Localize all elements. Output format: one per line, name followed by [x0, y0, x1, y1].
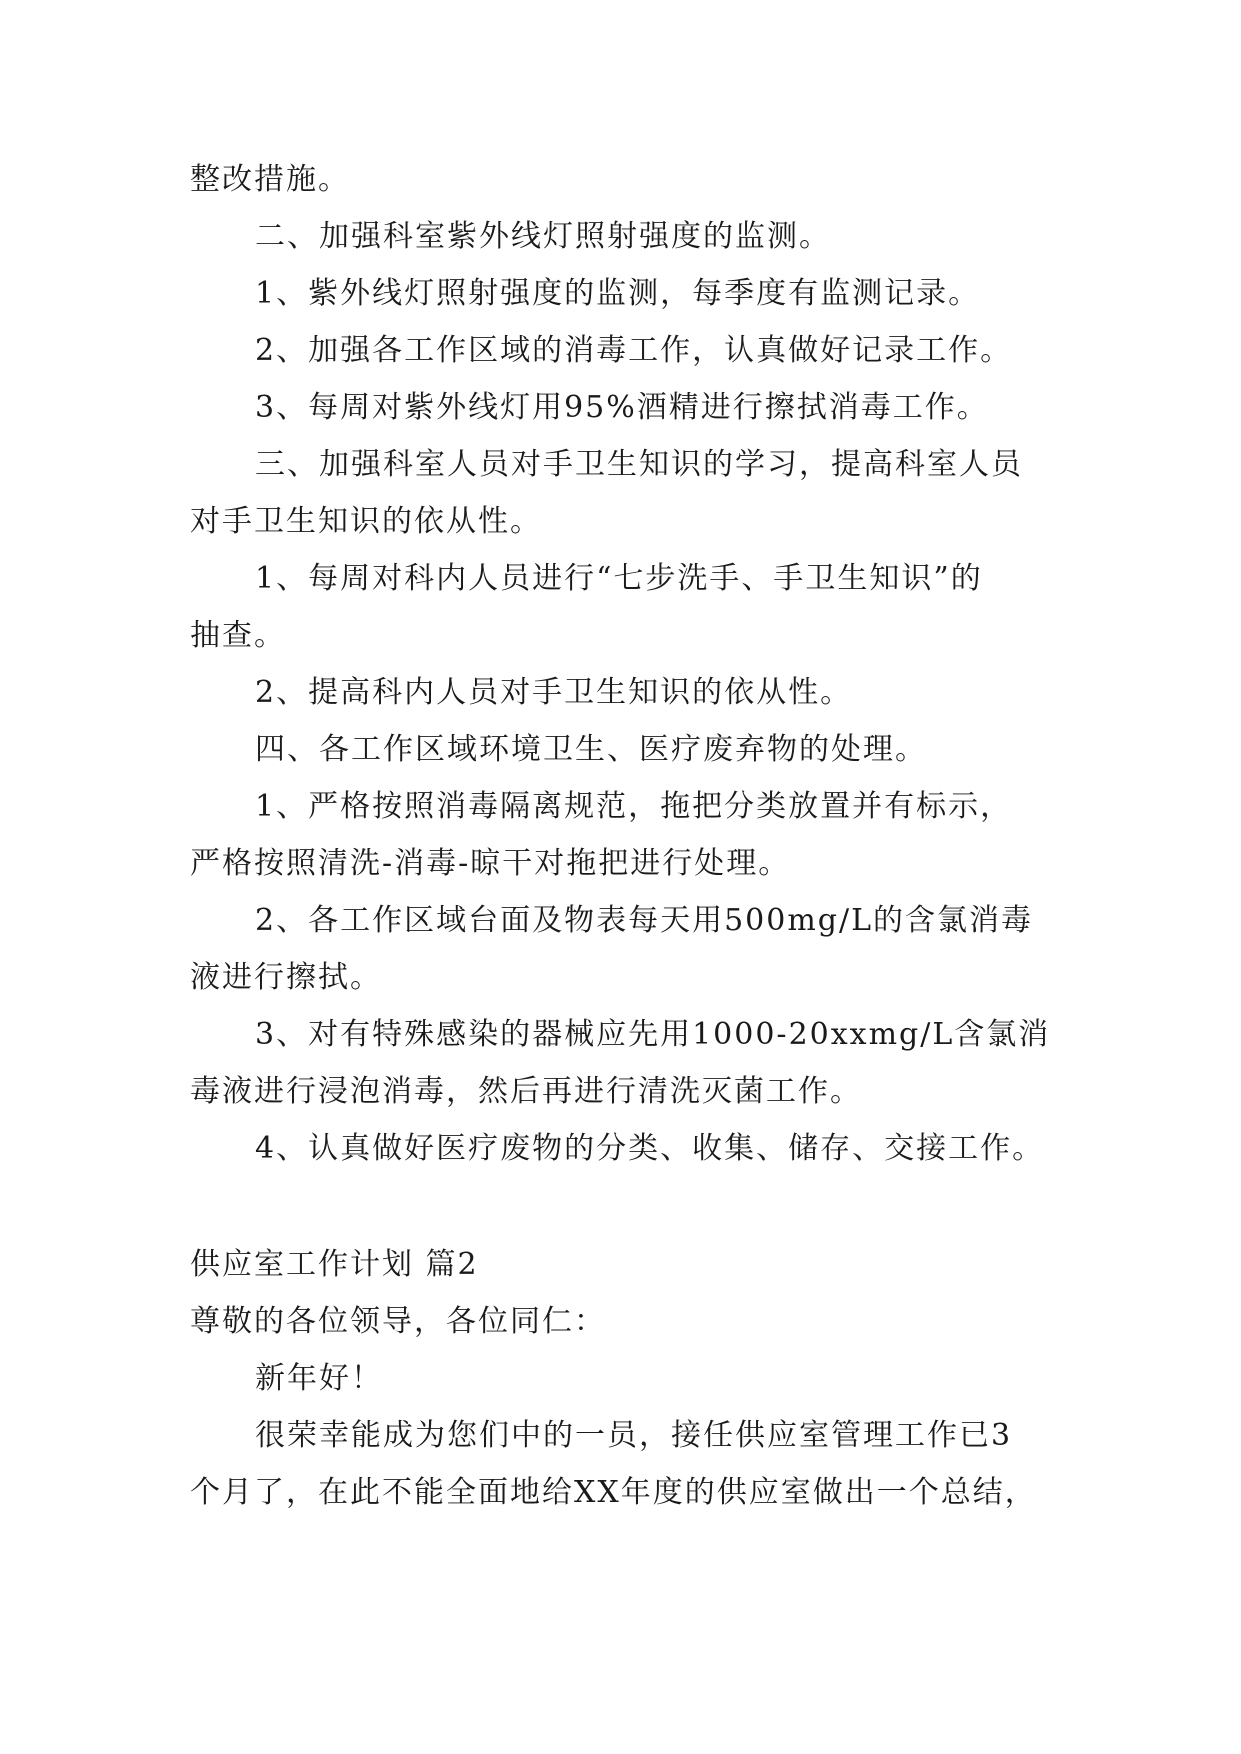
text-line-14: 2、各工作区域台面及物表每天用500mg/L的含氯消毒 [255, 903, 1034, 938]
text-line-18: 4、认真做好医疗废物的分类、收集、储存、交接工作。 [255, 1131, 1045, 1166]
text-line-15: 液进行擦拭。 [190, 960, 382, 995]
greeting: 新年好！ [255, 1361, 383, 1396]
text-line-9: 抽查。 [190, 618, 286, 653]
text-line-1: 整改措施。 [190, 162, 350, 197]
text-line-13: 严格按照清洗-消毒-晾干对拖把进行处理。 [190, 846, 791, 881]
text-line-4: 2、加强各工作区域的消毒工作，认真做好记录工作。 [255, 333, 1013, 368]
section-heading-4: 四、各工作区域环境卫生、医疗废弃物的处理。 [255, 732, 927, 767]
text-line-3: 1、紫外线灯照射强度的监测，每季度有监测记录。 [255, 276, 981, 311]
section-heading-2: 二、加强科室紫外线灯照射强度的监测。 [255, 219, 831, 254]
text-line-5: 3、每周对紫外线灯用95%酒精进行擦拭消毒工作。 [255, 390, 989, 425]
section-heading-3: 三、加强科室人员对手卫生知识的学习，提高科室人员 [255, 447, 1023, 482]
text-line-17: 毒液进行浸泡消毒，然后再进行清洗灭菌工作。 [190, 1074, 862, 1109]
text-line-8: 1、每周对科内人员进行“七步洗手、手卫生知识”的 [255, 561, 983, 596]
text-line-23: 个月了，在此不能全面地给XX年度的供应室做出一个总结， [190, 1475, 1037, 1510]
text-line-10: 2、提高科内人员对手卫生知识的依从性。 [255, 675, 853, 710]
article-title: 供应室工作计划 篇2 [190, 1247, 479, 1282]
salutation: 尊敬的各位领导，各位同仁： [190, 1304, 606, 1339]
text-line-7: 对手卫生知识的依从性。 [190, 504, 542, 539]
text-line-12: 1、严格按照消毒隔离规范，拖把分类放置并有标示， [255, 789, 1013, 824]
text-line-16: 3、对有特殊感染的器械应先用1000-20xxmg/L含氯消 [255, 1017, 1051, 1052]
text-line-22: 很荣幸能成为您们中的一员，接任供应室管理工作已3 [255, 1418, 1013, 1453]
